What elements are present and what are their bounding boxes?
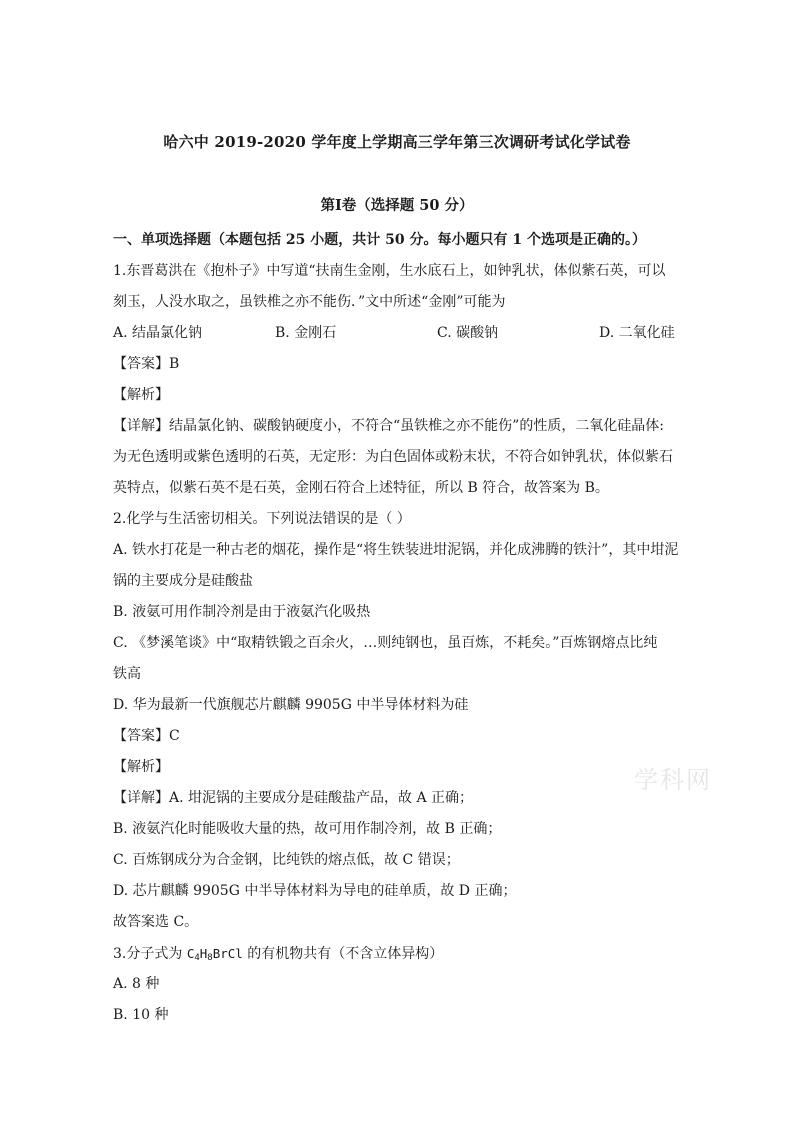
part-heading: 一、单项选择题（本题包括 25 小题，共计 50 分。每小题只有 1 个选项是正确的。） — [113, 232, 646, 248]
watermark: 学科网 — [634, 766, 712, 794]
q2-option-c-line2: 铁高 — [113, 666, 141, 682]
q1-stem-line2: 刻玉，人没水取之，虽铁椎之亦不能伤．”文中所述“金刚”可能为 — [113, 294, 506, 310]
q3-option-b: B. 10 种 — [113, 1007, 169, 1023]
q3-option-a: A. 8 种 — [113, 976, 160, 992]
q1-option-d: D. 二氧化硅 — [599, 325, 675, 341]
q3-formula: $C_4H_8BrCl$ — [186, 946, 243, 963]
section-title: 第Ⅰ卷（选择题 50 分） — [320, 197, 474, 214]
q3-stem-suffix: 的有机物共有（不含立体异构） — [242, 946, 444, 962]
q2-option-d: D. 华为最新一代旗舰芯片麒麟 9905G 中半导体材料为硅 — [113, 697, 469, 713]
q1-answer: 【答案】B — [113, 356, 180, 372]
q1-option-c: C. 碳酸钠 — [437, 325, 499, 341]
q2-answer: 【答案】C — [113, 728, 180, 744]
q1-option-a: A. 结晶氯化钠 — [113, 325, 203, 341]
q1-detail-line1: 【详解】结晶氯化钠、碳酸钠硬度小，不符合“虽铁椎之亦不能伤”的性质，二氧化硅晶体: — [113, 418, 665, 434]
q2-option-c-line1: C. 《梦溪笔谈》中“取精铁锻之百余火，…则纯钢也，虽百炼，不耗矣。”百炼钢熔点比纯 — [113, 635, 658, 651]
q2-detail-d: D. 芯片麒麟 9905G 中半导体材料为导电的硅单质，故 D 正确； — [113, 883, 517, 899]
q2-detail-b: B. 液氨汽化时能吸收大量的热，故可用作制冷剂，故 B 正确； — [113, 821, 502, 837]
q3-stem — [113, 938, 683, 969]
q2-stem: 2.化学与生活密切相关。下列说法错误的是（ ） — [113, 511, 411, 527]
q2-option-a-line1: A. 铁水打花是一种古老的烟花，操作是“将生铁装进坩泥锅，并化成沸腾的铁汁”，其中坩泥 — [113, 542, 679, 558]
q2-option-a-line2: 锅的主要成分是硅酸盐 — [113, 573, 253, 589]
q2-detail-c: C. 百炼钢成分为合金钢，比纯铁的熔点低，故 C 错误； — [113, 852, 460, 868]
q1-detail-line2: 为无色透明或紫色透明的石英，无定形：为白色固体或粉末状，不符合如钟乳状，体似紫石 — [113, 449, 673, 465]
q1-detail-line3: 英特点，似紫石英不是石英，金刚石符合上述特征，所以 B 符合，故答案为 B。 — [113, 480, 609, 496]
q1-stem-line1: 1.东晋葛洪在《抱朴子》中写道“扶南生金刚，生水底石上，如钟乳状，体似紫石英，可以 — [113, 263, 666, 279]
q1-analysis-label: 【解析】 — [113, 387, 169, 403]
exam-title: 哈六中 2019-2020 学年度上学期高三学年第三次调研考试化学试卷 — [163, 133, 631, 151]
q2-detail-a: 【详解】A. 坩泥锅的主要成分是硅酸盐产品，故 A 正确； — [113, 790, 474, 806]
q3-stem-prefix: 3.分子式为 — [113, 946, 187, 962]
exam-content — [113, 225, 683, 1031]
q2-option-b: B. 液氨可用作制冷剂是由于液氨汽化吸热 — [113, 604, 371, 620]
q1-options — [113, 318, 683, 349]
q1-option-b: B. 金刚石 — [275, 325, 337, 341]
q2-analysis-label: 【解析】 — [113, 759, 169, 775]
q2-conclusion: 故答案选 C。 — [113, 914, 199, 930]
